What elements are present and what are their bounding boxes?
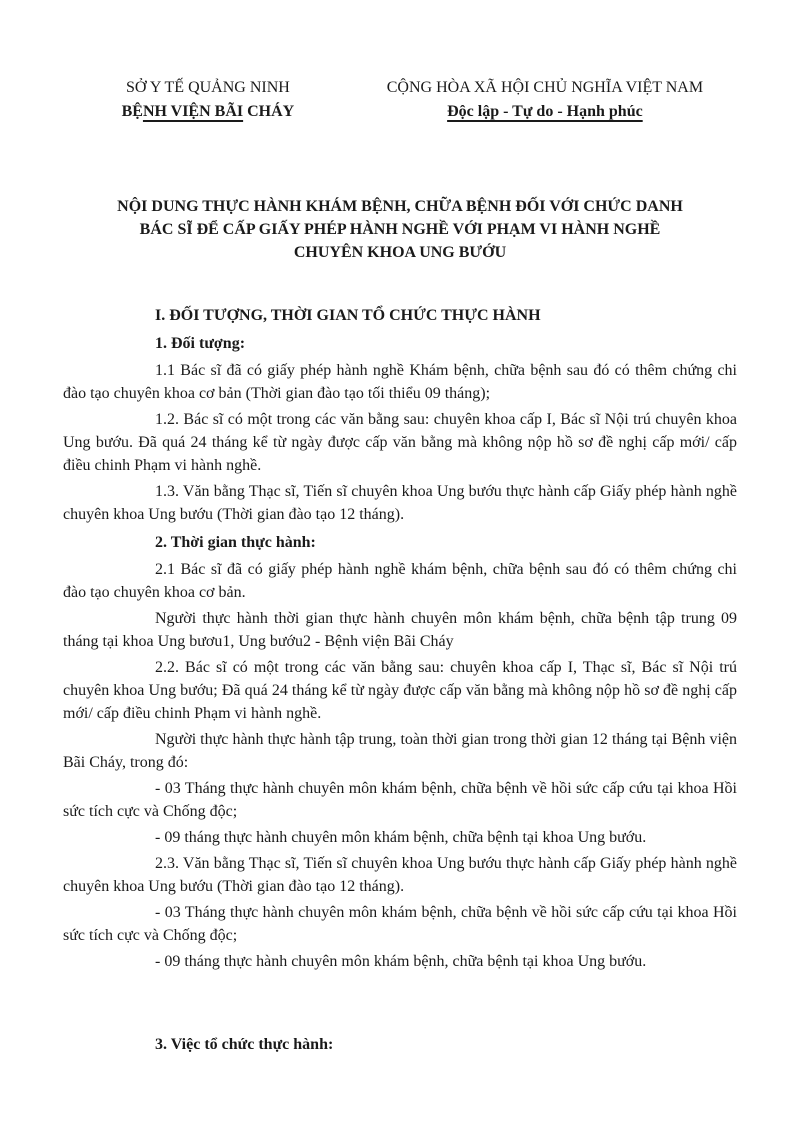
motto-text: Độc lập - Tự do - Hạnh phúc xyxy=(447,103,643,120)
paragraph-6: 2. Thời gian thực hành: xyxy=(155,534,316,551)
paragraph-10: Người thực hành thực hành tập trung, toàn thời gian trong thời gian 12 tháng tại Bệnh viện Bãi Cháy, trong đó: xyxy=(63,731,737,771)
paragraph-7: 2.1 Bác sĩ đã có giấy phép hành nghề khám bệnh, chữa bệnh sau đó có thêm chứng chi đào tạo chuyên khoa cơ bản. xyxy=(63,561,737,601)
paragraph-16: 3. Việc tổ chức thực hành: xyxy=(155,1036,334,1053)
national-header: CỘNG HÒA XÃ HỘI CHỦ NGHĨA VIỆT NAM xyxy=(386,79,704,96)
paragraph-2: 1. Đối tượng: xyxy=(155,335,246,352)
national-motto-block xyxy=(353,76,737,123)
paragraph-8: Người thực hành thời gian thực hành chuyên môn khám bệnh, chữa bệnh tập trung 09 tháng tại khoa Ung bươu1, Ung bướu2 - Bệnh viện Bãi Cháy xyxy=(63,610,737,650)
hospital-name-pre: BỆ xyxy=(121,103,143,120)
paragraph-15: - 09 tháng thực hành chuyên môn khám bệnh, chữa bệnh tại khoa Ung bướu. xyxy=(155,953,647,970)
hospital-name-post: CHÁY xyxy=(243,103,295,120)
paragraph-14: - 03 Tháng thực hành chuyên môn khám bệnh, chữa bệnh về hồi sức cấp cứu tại khoa Hồi sức tích cực và Chống độc; xyxy=(63,904,737,944)
document-body xyxy=(63,304,737,1056)
paragraph-9: 2.2. Bác sĩ có một trong các văn bằng sau: chuyên khoa cấp I, Thạc sĩ, Bác sĩ Nội trú chuyên khoa Ung bướu; Đã quá 24 tháng kể từ ngày được cấp văn bằng mà không nộp hồ sơ đề nghị cấp mới/ cấp điều chinh Phạm vi hành nghề. xyxy=(63,659,737,722)
document-header xyxy=(63,76,737,123)
document-title: NỘI DUNG THỰC HÀNH KHÁM BỆNH, CHỮA BỆNH ĐỐI VỚI CHỨC DANH BÁC SĨ ĐỂ CẤP GIẤY PHÉP HÀNH NGHỀ VỚI PHẠM VI HÀNH NGHỀ CHUYÊN KHOA UNG BƯỚU xyxy=(117,198,683,261)
paragraph-1: I. ĐỐI TƯỢNG, THỜI GIAN TỔ CHỨC THỰC HÀNH xyxy=(155,307,541,324)
hospital-name-underlined: NH VIỆN BÃI xyxy=(142,103,244,120)
paragraph-11: - 03 Tháng thực hành chuyên môn khám bệnh, chữa bệnh về hồi sức cấp cứu tại khoa Hồi sức tích cực và Chống độc; xyxy=(63,780,737,820)
paragraph-5: 1.3. Văn bằng Thạc sĩ, Tiến sĩ chuyên khoa Ung bướu thực hành cấp Giấy phép hành nghề chuyên khoa Ung bướu (Thời gian đào tạo 12 tháng). xyxy=(63,483,737,523)
paragraph-3: 1.1 Bác sĩ đã có giấy phép hành nghề Khám bệnh, chữa bệnh sau đó có thêm chứng chi đào tạo chuyên khoa cơ bản (Thời gian đào tạo tối thiểu 09 tháng); xyxy=(63,362,737,402)
paragraph-12: - 09 tháng thực hành chuyên môn khám bệnh, chữa bệnh tại khoa Ung bướu. xyxy=(155,829,647,846)
issuing-agency-block xyxy=(63,76,353,123)
hospital-name xyxy=(63,100,353,123)
agency-name: SỞ Y TẾ QUẢNG NINH xyxy=(125,79,290,96)
paragraph-13: 2.3. Văn bằng Thạc sĩ, Tiến sĩ chuyên khoa Ung bướu thực hành cấp Giấy phép hành nghề chuyên khoa Ung bướu (Thời gian đào tạo 12 tháng). xyxy=(63,855,737,895)
motto xyxy=(353,100,737,123)
paragraph-4: 1.2. Bác sĩ có một trong các văn bằng sau: chuyên khoa cấp I, Bác sĩ Nội trú chuyên khoa Ung bướu. Đã quá 24 tháng kể từ ngày được cấp văn bằng mà không nộp hồ sơ đề nghị cấp mới/ cấp điều chinh Phạm vi hành nghề. xyxy=(63,411,737,474)
